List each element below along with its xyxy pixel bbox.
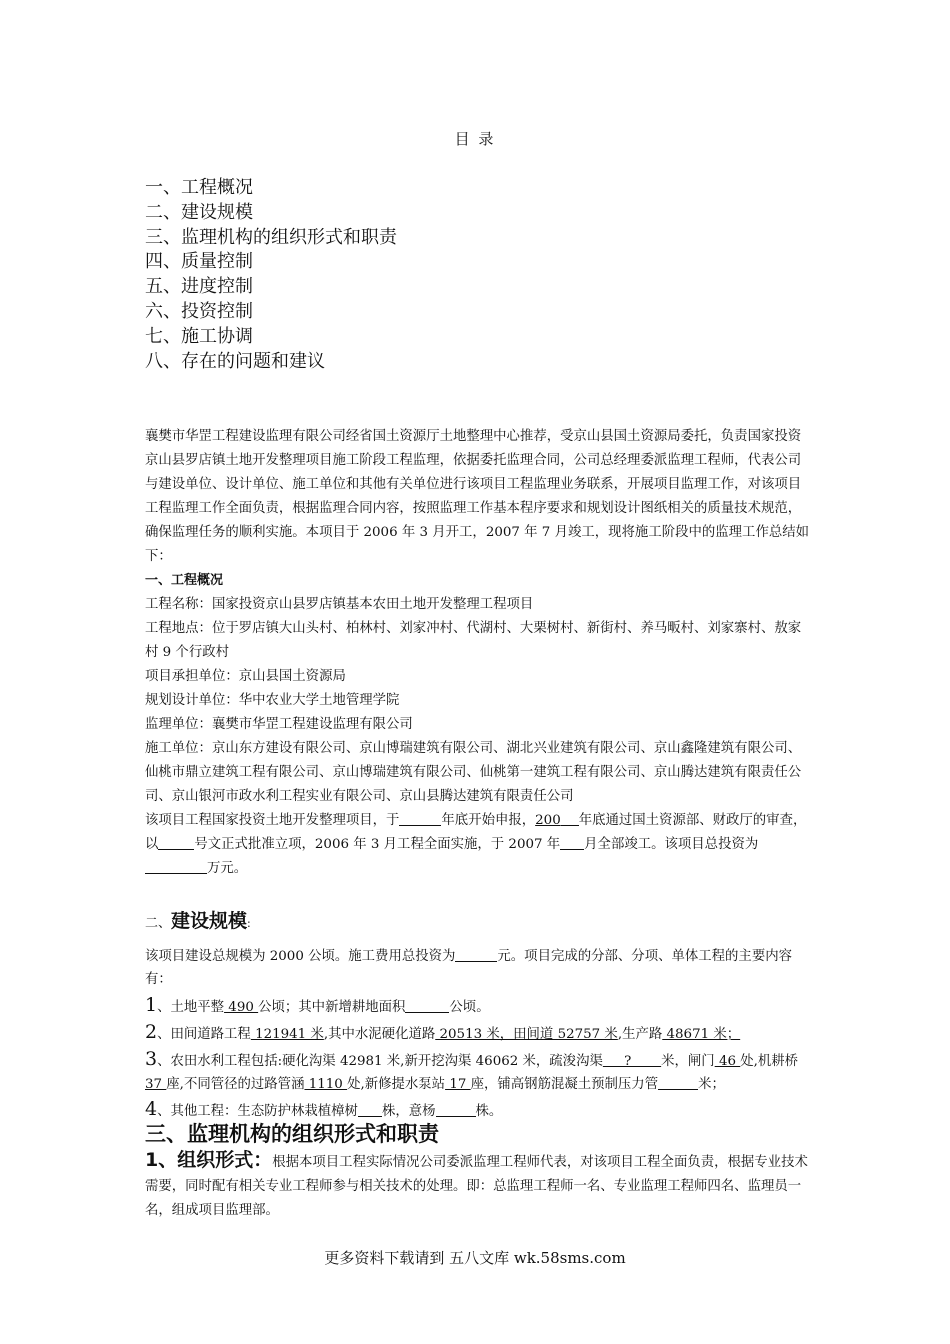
field-value: 20513 米，田间道 52757 米 [435, 1027, 618, 1042]
toc-item[interactable]: 三、监理机构的组织形式和职责 [145, 226, 397, 248]
item-number: 3 [145, 1048, 158, 1070]
approval-year: 200 [535, 813, 561, 828]
project-location: 工程地点：位于罗店镇大山头村、柏林村、刘家冲村、代湖村、大栗树村、新街村、养马畈村、刘家寨村、敖家村 9 个行政村 [145, 621, 802, 660]
scale-item-2: 2、田间道路工程 121941 米,其中水泥硬化道路 20513 米，田间道 52757 米,生产路 48671 米； [145, 1021, 741, 1043]
field-value: 1110 [304, 1077, 348, 1092]
section3-text: 根据本项目工程实际情况公司委派监理工程师代表，对该项目工程全面负责，根据专业技术需要，同时配有相关专业工程师参与相关技术的处理。即：总监理工程师一名、专业监理工程师四名、监理员一名，组成项目监理部。 [145, 1155, 808, 1218]
scale-item-4: 4、其他工程：生态防护林栽植樟树 株，意杨 株。 [145, 1098, 503, 1120]
blank-field [561, 811, 579, 826]
scale-item-3: 3、农田水利工程包括:硬化沟渠 42981 米,新开挖沟渠 46062 米，疏浚沟渠 ? 米，闸门 46 处,机耕桥 37 座,不同管径的过路管涵 1110 处,新修提水泵站 17 座，铺高钢筋混凝土预制压力管 米； [145, 1048, 799, 1092]
toc-item[interactable]: 六、投资控制 [145, 300, 253, 322]
project-supervisor: 监理单位：襄樊市华罡工程建设监理有限公司 [145, 717, 413, 732]
scale-text: 该项目建设总规模为 2000 公顷。施工费用总投资为 [145, 949, 456, 964]
scale-item-1: 1、土地平整 490 公顷；其中新增耕地面积 公顷。 [145, 994, 490, 1016]
blank-field [436, 1102, 476, 1117]
section3-body [145, 1148, 815, 1223]
section2-heading: 二、建设规模: [145, 910, 251, 932]
field-value: 48671 米； [662, 1027, 741, 1042]
section2-body [145, 945, 813, 1123]
project-designer: 规划设计单位：华中农业大学土地管理学院 [145, 693, 400, 708]
field-value: 121941 米 [250, 1027, 324, 1042]
main-body [145, 425, 813, 881]
project-name: 工程名称：国家投资京山县罗店镇基本农田土地开发整理工程项目 [145, 597, 534, 612]
section1-heading: 一、工程概况 [145, 573, 224, 588]
item-number: 1 [145, 994, 158, 1016]
section3-subheading: 1、组织形式： [145, 1149, 273, 1171]
field-value: 37 [145, 1077, 167, 1092]
item-number: 2 [145, 1021, 158, 1043]
approval-text: 号文正式批准立项，2006 年 3 月工程全面实施，于 2007 年 [194, 837, 561, 852]
toc-item[interactable]: 七、施工协调 [145, 325, 253, 347]
project-undertaker: 项目承担单位：京山县国土资源局 [145, 669, 346, 684]
field-value: 17 [445, 1077, 471, 1092]
item-number: 4 [145, 1098, 158, 1120]
table-of-contents [145, 176, 397, 374]
blank-field [399, 811, 441, 826]
toc-title: 目 录 [454, 130, 496, 148]
toc-item[interactable]: 五、进度控制 [145, 276, 253, 298]
field-value: 490 [224, 1000, 259, 1015]
toc-item[interactable]: 一、工程概况 [145, 177, 253, 198]
blank-field [455, 947, 497, 962]
field-value: ? [602, 1054, 662, 1069]
project-approval [145, 809, 813, 881]
scale-intro [145, 945, 813, 991]
approval-text: 年底通过国土资源部、财政厅的审查，以 [145, 813, 807, 852]
section3-heading: 三、监理机构的组织形式和职责 [145, 1122, 439, 1146]
field-value: 46 [714, 1054, 741, 1069]
scale-text: 元。项目完成的分部、分项、单体工程的主要内容有： [145, 949, 792, 987]
approval-text: 年底开始申报， [441, 813, 536, 828]
blank-field [560, 835, 584, 850]
intro-paragraph: 襄樊市华罡工程建设监理有限公司经省国土资源厅土地整理中心推荐，受京山县国土资源局委托，负责国家投资京山县罗店镇土地开发整理项目施工阶段工程监理，依据委托监理合同，公司总经理委派监理工程师，代表公司与建设单位、设计单位、施工单位和其他有关单位进行该项目工程监理业务联系，开展项目监理工作，对该项目工程监理工作全面负责，根据监理合同内容，按照监理工作基本程序要求和规划设计图纸相关的质量技术规范，确保监理任务的顺利实施。本项目于 2006 年 3 月开工，2007 年 7 月竣工，现将施工阶段中的监理工作总结如下： [145, 429, 810, 564]
project-contractors: 施工单位：京山东方建设有限公司、京山博瑞建筑有限公司、湖北兴业建筑有限公司、京山鑫隆建筑有限公司、仙桃市鼎立建筑工程有限公司、京山博瑞建筑有限公司、仙桃第一建筑工程有限公司、京山腾达建筑有限责任公司、京山银河市政水利工程实业有限公司、京山县腾达建筑有限责任公司 [145, 741, 802, 804]
approval-text: 月全部竣工。该项目总投资为 [584, 837, 759, 852]
approval-text: 该项目工程国家投资土地开发整理项目，于 [145, 813, 400, 828]
blank-field [145, 859, 207, 874]
toc-item[interactable]: 八、存在的问题和建议 [145, 350, 325, 372]
blank-field [405, 998, 449, 1013]
toc-item[interactable]: 四、质量控制 [145, 251, 253, 273]
footer-link[interactable]: 更多资料下载请到 五八文库 wk.58sms.com [324, 1249, 626, 1267]
blank-field [658, 1075, 698, 1090]
blank-field [358, 1102, 382, 1117]
blank-field [158, 835, 194, 850]
approval-text: 万元。 [207, 861, 248, 876]
toc-item[interactable]: 二、建设规模 [145, 201, 253, 223]
